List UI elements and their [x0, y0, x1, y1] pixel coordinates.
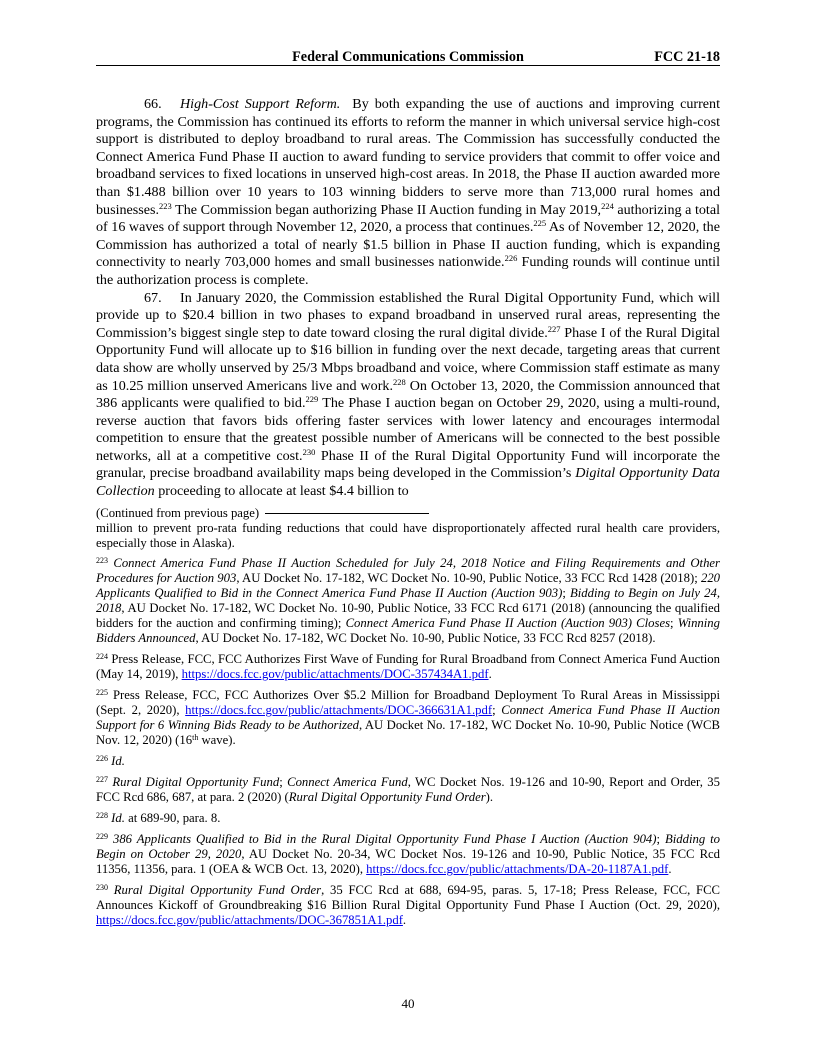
footnote-ref[interactable]: 228 [392, 376, 406, 387]
footnote-continued: million to prevent pro-rata funding reductions that could have disproportionately affected rural health care providers, especially those in Alaska). [96, 521, 720, 550]
footnote-text: ; [670, 616, 678, 630]
footnote-link[interactable]: https://docs.fcc.gov/public/attachments/DOC-357434A1.pdf [181, 667, 489, 681]
citation-title: Id. [111, 811, 125, 825]
proceeding-title: Digital Opportunity Data Collection [96, 465, 720, 500]
footnote-number: 230 [96, 883, 108, 892]
continued-header [96, 506, 720, 521]
footnote-separator [265, 513, 429, 514]
citation-title: Rural Digital Opportunity Fund Order [113, 883, 322, 897]
footnote-link[interactable]: https://docs.fcc.gov/public/attachments/DA-20-1187A1.pdf [366, 862, 669, 876]
footnote-ref[interactable]: 229 [305, 394, 319, 405]
body-text [96, 96, 720, 501]
footnote-number: 227 [96, 775, 108, 784]
citation-title: Connect America Fund Phase II Auction Scheduled for July 24, 2018 Notice and Filing Requirements and Other Procedures for Auction 903 [96, 556, 720, 585]
footnote-link[interactable]: https://docs.fcc.gov/public/attachments/DOC-366631A1.pdf [185, 703, 493, 717]
paragraph-text: authorizing a total of 16 waves of support through November 12, 2020, a process that continues. [96, 201, 721, 236]
citation-title: Bidding to Begin on October 29, 2020 [96, 832, 721, 861]
paragraph-67 [96, 290, 720, 501]
citation-title: 386 Applicants Qualified to Bid in the Rural Digital Opportunity Fund Phase I Auction (Auction 904) [112, 832, 657, 846]
citation-title: Winning Bidders Announced [96, 616, 720, 645]
footnote-ref[interactable]: 223 [159, 200, 172, 211]
footnote-ref[interactable]: 230 [302, 446, 316, 457]
paragraph-text: In January 2020, the Commission established the Rural Digital Opportunity Fund, which will provide up to $20.4 billion in two phases to expand broadband in unserved rural areas, representing the Commission’s biggest single step to date toward closing the rural digital divide. [96, 289, 720, 341]
footnote-text: ). [485, 790, 494, 804]
footnote-number: 228 [96, 811, 108, 820]
paragraph-text: By both expanding the use of auctions and improving current programs, the Commission has continued its efforts to reform the manner in which universal service high-cost support is distributed to deploy broadband to rural areas. The Commission has successfully conducted the Connect America Fund Phase II auction to award funding to service providers that commit to offer voice and broadband services to fixed locations in unserved high-cost areas. In 2018, the Phase II auction awarded more than $1.488 billion over 10 years to 103 winning bidders to serve more than 713,000 rural homes and businesses. [96, 96, 720, 218]
footnote-text: , AU Docket No. 17-182, WC Docket No. 10-90, Public Notice, 33 FCC Rcd 8257 (2018). [195, 631, 656, 645]
footnote-text: Press Release, FCC, FCC Authorizes Over $5.2 Million for Broadband Deployment To Rural Areas in Mississippi (Sept. 2, 2020), [96, 688, 720, 717]
footnote-number: 226 [96, 754, 108, 763]
citation-title: Connect America Fund [287, 775, 408, 789]
footnote-text: , 35 FCC Rcd at 688, 694-95, paras. 5, 17-18; Press Release, FCC, FCC Announces Kickoff of Groundbreaking $16 Billion Rural Digital Opportunity Fund Phase I Auction (Oct. 29, 2020), [96, 883, 720, 912]
paragraph-number: 67. [144, 289, 162, 306]
citation-title: Rural Digital Opportunity Fund [112, 775, 280, 789]
footnote-ref[interactable]: 227 [547, 323, 561, 334]
footnote-224 [96, 652, 720, 682]
citation-title: Connect America Fund Phase II Auction (Auction 903) Closes [345, 616, 671, 630]
footnote-text: . [488, 667, 492, 681]
footnote-text: ; [279, 775, 288, 789]
footnote-225 [96, 688, 720, 748]
footnote-text: . [402, 913, 407, 927]
paragraph-66 [96, 96, 720, 290]
footnote-number: 223 [96, 556, 108, 565]
header-doc-number: FCC 21-18 [654, 49, 720, 65]
paragraph-text: The Commission began authorizing Phase II Auction funding in May 2019, [171, 201, 602, 218]
paragraph-text: Phase I of the Rural Digital Opportunity Fund will allocate up to $16 billion in funding over the next decade, targeting areas that current data show are wholly unserved by 25/3 Mbps broadband and voice, where Commission staff estimate as many as 10.25 million unserved Americans live and work. [96, 324, 720, 394]
footnote-text: . [668, 862, 672, 876]
footnote-229 [96, 832, 720, 877]
footnote-text: , AU Docket No. 17-182, WC Docket No. 10-90, Public Notice, 33 FCC Rcd 6171 (2018) (announcing the qualified bidders for the auction and confirming timing); [96, 601, 720, 630]
footnote-ref[interactable]: 224 [601, 200, 614, 211]
paragraph-text: proceeding to allocate at least $4.4 billion to [154, 483, 409, 500]
paragraph-text: The Phase I auction began on October 29, 2020, using a multi-round, reverse auction that favors bids offering faster services with lower latency and encourages intermodal competition to ensure that the greatest possible number of Americans will be connected to the best possible networks, all at a competitive cost. [96, 395, 720, 464]
footnote-text: ; [656, 832, 665, 846]
footnote-text: at 689-90, para. 8. [124, 811, 221, 825]
ordinal-suffix: th [192, 733, 199, 742]
footnote-text: , AU Docket No. 17-182, WC Docket No. 10-90, Public Notice, 33 FCC Rcd 1428 (2018); [236, 571, 701, 585]
header-rule [96, 65, 720, 66]
paragraph-text: Phase II of the Rural Digital Opportunity Fund will incorporate the granular, precise broadband availability maps being developed in the Commission’s [96, 447, 720, 482]
citation-title: Id. [111, 754, 125, 768]
footnote-text: , AU Docket No. 17-182, WC Docket No. 10-90, Public Notice (WCB Nov. 12, 2020) (16 [96, 718, 720, 747]
footnote-text: , AU Docket No. 20-34, WC Docket Nos. 19-126 and 10-90, Public Notice, 35 FCC Rcd 11356, 11356, para. 1 (OEA & WCB Oct. 13, 2020), [96, 847, 721, 876]
citation-title: 220 Applicants Qualified to Bid in the Connect America Fund Phase II Auction (Auction 903) [96, 571, 720, 600]
paragraph-heading: High-Cost Support Reform. [180, 96, 341, 112]
citation-title: Connect America Fund Phase II Auction Support for 6 Winning Bids Ready to be Authorized [96, 703, 720, 732]
footnote-text: wave). [198, 733, 236, 747]
footnote-226 [96, 754, 720, 769]
paragraph-text: On October 13, 2020, the Commission announced that 386 applicants were qualified to bid. [96, 377, 720, 412]
footnote-text: ; [562, 586, 570, 600]
page-header [96, 49, 720, 65]
continued-label: (Continued from previous page) [96, 506, 260, 520]
paragraph-number: 66. [144, 96, 162, 112]
footnote-230 [96, 883, 720, 928]
footnote-227 [96, 775, 720, 805]
citation-title: Bidding to Begin on July 24, 2018 [96, 586, 720, 615]
page-number: 40 [401, 996, 415, 1011]
citation-title: Rural Digital Opportunity Fund Order [288, 790, 486, 804]
footnote-ref[interactable]: 225 [533, 218, 547, 229]
footnote-223 [96, 556, 720, 646]
footnote-228 [96, 811, 720, 826]
footnote-number: 225 [96, 688, 108, 697]
paragraph-text: As of November 12, 2020, the Commission has authorized a total of nearly $1.5 billion in Phase II auction funding, which is expanding connectivity to nearly 703,000 homes and small businesses nationwide. [96, 219, 720, 271]
paragraph-text: Funding rounds will continue until the authorization process is complete. [96, 254, 720, 288]
footnote-text: , WC Docket Nos. 19-126 and 10-90, Report and Order, 35 FCC Rcd 686, 687, at para. 2 (2020) ( [96, 775, 720, 804]
footnote-text: Press Release, FCC, FCC Authorizes First Wave of Funding for Rural Broadband from Connect America Fund Auction (May 14, 2019), [96, 652, 720, 681]
footnote-link[interactable]: https://docs.fcc.gov/public/attachments/DOC-367851A1.pdf [96, 913, 403, 927]
footnote-number: 229 [96, 832, 108, 841]
footnotes-section [96, 506, 720, 934]
header-title: Federal Communications Commission [292, 49, 524, 65]
footnote-ref[interactable]: 226 [504, 253, 518, 264]
footnote-text: ; [492, 703, 502, 717]
footnote-number: 224 [96, 652, 108, 661]
